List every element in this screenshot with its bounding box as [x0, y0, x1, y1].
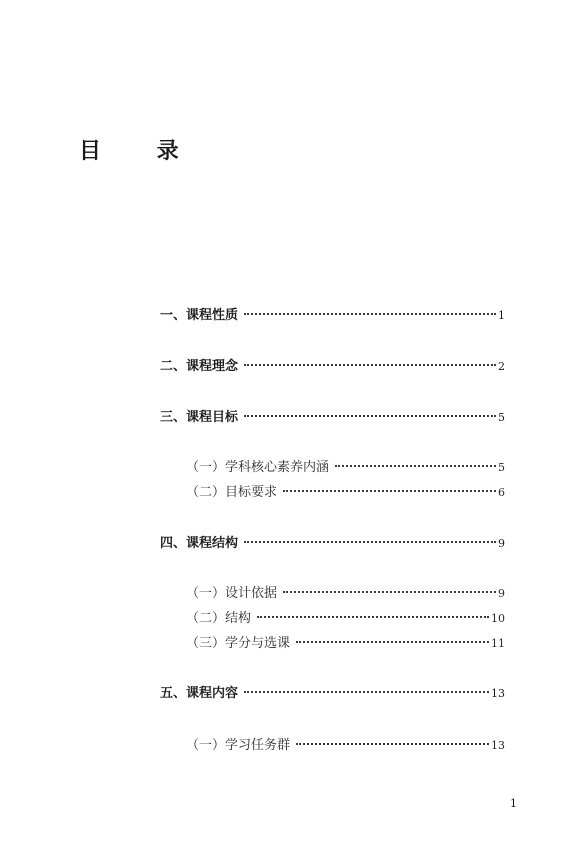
toc-dot-leader: [335, 465, 496, 467]
toc-entry-label: （三）学分与选课: [186, 636, 291, 651]
toc-entry-page: 1: [498, 309, 505, 322]
toc-entry-page: 11: [491, 637, 505, 650]
toc-entry-page: 10: [491, 612, 505, 625]
toc-entry-label: 四、课程结构: [160, 536, 239, 551]
toc-entry-learning-task-groups[interactable]: [186, 736, 505, 756]
toc-entry-label: （一）设计依据: [186, 586, 278, 601]
toc-entry-label: （二）目标要求: [186, 485, 278, 500]
toc-entry-page: 6: [498, 486, 505, 499]
toc-entry-label: （一）学科核心素养内涵: [186, 460, 330, 475]
toc-entry-label: 五、课程内容: [160, 686, 239, 701]
toc-entry-label: （二）结构: [186, 611, 252, 626]
toc-entry-page: 2: [498, 360, 505, 373]
toc-entry-credits-selection[interactable]: [186, 634, 505, 654]
toc-entry-page: 9: [498, 537, 505, 550]
toc-dot-leader: [296, 641, 489, 643]
page-title: 目 录: [79, 138, 203, 164]
toc-entry-page: 5: [498, 461, 505, 474]
toc-entry-page: 9: [498, 587, 505, 600]
toc-entry-page: 13: [491, 687, 505, 700]
toc-entry-course-nature[interactable]: [160, 306, 505, 326]
toc-entry-label: 三、课程目标: [160, 410, 239, 425]
toc-entry-course-philosophy[interactable]: [160, 357, 505, 377]
toc-entry-course-content[interactable]: [160, 684, 505, 704]
toc-dot-leader: [257, 616, 489, 618]
toc-entry-goal-requirements[interactable]: [186, 483, 505, 503]
toc-entry-structure[interactable]: [186, 609, 505, 629]
toc-entry-label: 二、课程理念: [160, 359, 239, 374]
toc-dot-leader: [244, 364, 496, 366]
toc-entry-page: 5: [498, 411, 505, 424]
toc-dot-leader: [244, 415, 496, 417]
toc-dot-leader: [244, 541, 496, 543]
toc-dot-leader: [244, 691, 489, 693]
toc-dot-leader: [296, 743, 489, 745]
page-number: 1: [510, 797, 517, 810]
toc-dot-leader: [283, 490, 496, 492]
toc-entry-design-basis[interactable]: [186, 584, 505, 604]
toc-entry-label: 一、课程性质: [160, 308, 239, 323]
toc-dot-leader: [244, 313, 496, 315]
toc-dot-leader: [283, 591, 496, 593]
toc-entry-page: 13: [491, 739, 505, 752]
toc-entry-label: （一）学习任务群: [186, 738, 291, 753]
toc-entry-course-goals[interactable]: [160, 408, 505, 428]
toc-entry-core-literacy[interactable]: [186, 458, 505, 478]
toc-entry-course-structure[interactable]: [160, 534, 505, 554]
